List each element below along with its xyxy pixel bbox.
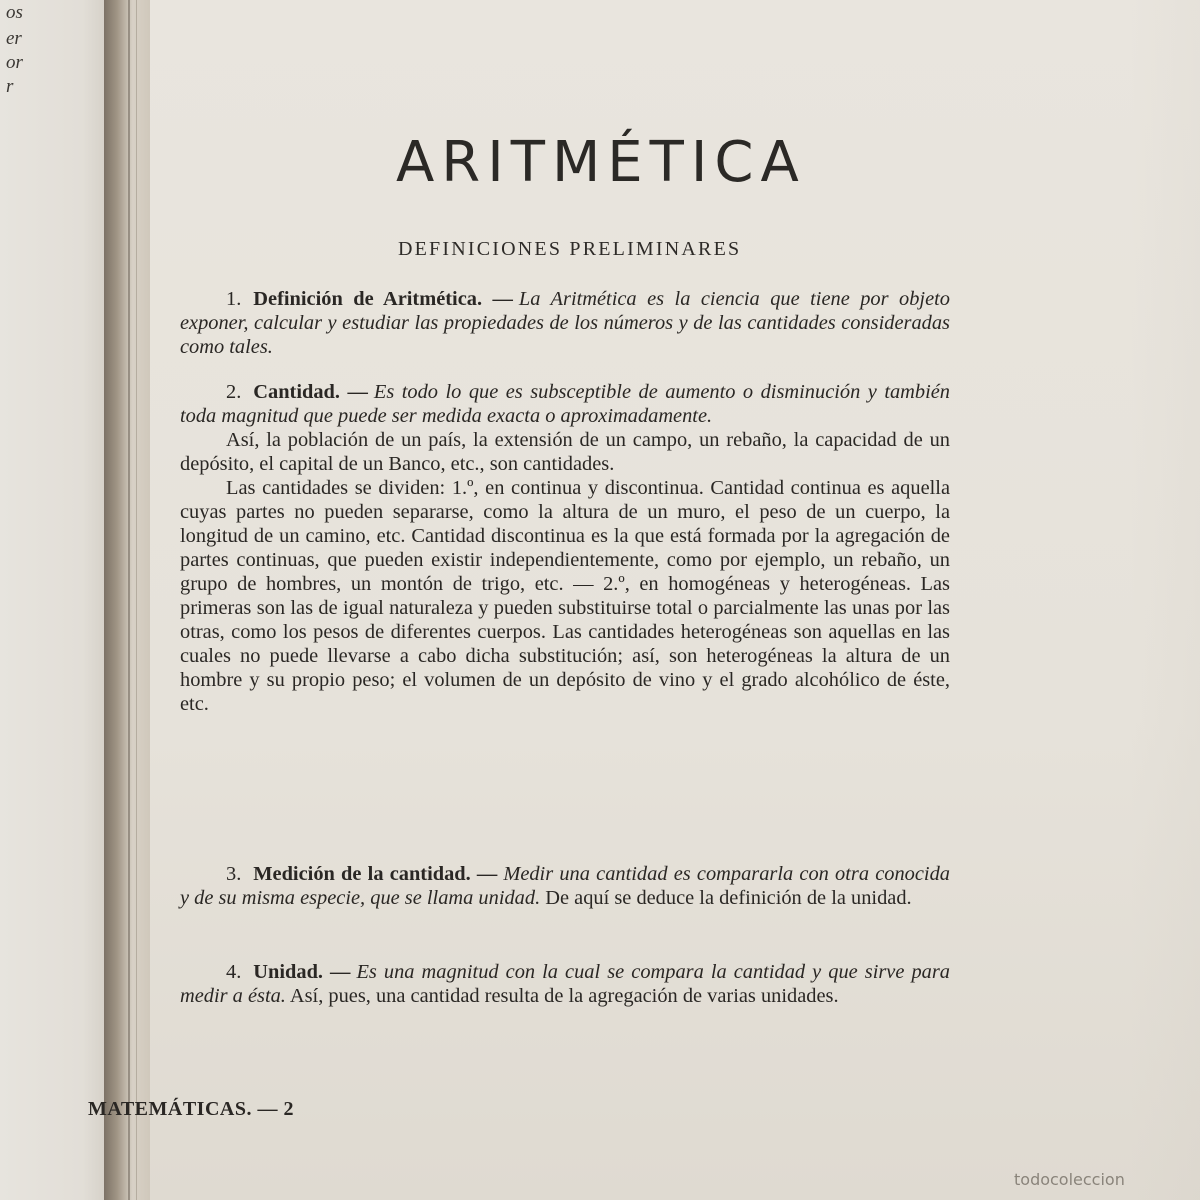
section-3: [180, 862, 950, 910]
section-definition: La Aritmética es la ciencia que tiene por objeto exponer, calcular y estudiar las propiedades de los números y de las cantidades consideradas como tales.: [180, 288, 950, 358]
section-definition: Medir una cantidad es compararla con otra conocida y de su misma especie, que se llama unidad.: [180, 863, 950, 909]
section-subtitle: DEFINICIONES PRELIMINARES: [398, 238, 742, 260]
watermark: todocoleccion: [1014, 1170, 1125, 1189]
section-definition: Es todo lo que es subsceptible de aumento o disminución y también toda magnitud que puede ser medida exacta o aproximadamente.: [180, 381, 951, 427]
section-heading: Medición de la cantidad. —: [253, 863, 498, 885]
section-heading: Unidad. —: [253, 961, 351, 983]
left-page: [0, 0, 118, 1200]
section-heading: Cantidad. —: [253, 381, 368, 403]
section-number: 4.: [226, 961, 242, 983]
page-footer: MATEMÁTICAS. — 2: [88, 1098, 294, 1120]
section-tail: De aquí se deduce la definición de la unidad.: [545, 887, 912, 909]
section-4: [180, 960, 950, 1008]
section-number: 1.: [226, 288, 242, 310]
paragraph: Así, la población de un país, la extensión de un campo, un rebaño, la capacidad de un depósito, el capital de un Banco, etc., son cantidades.: [180, 429, 950, 475]
section-tail: Así, pues, una cantidad resulta de la agregación de varias unidades.: [289, 985, 839, 1007]
left-page-fragment: er: [6, 28, 22, 49]
section-2: [180, 380, 950, 716]
paragraph: Las cantidades se dividen: 1.º, en continua y discontinua. Cantidad continua es aquella cuyas partes no pueden separarse, como la altura de un muro, el peso de un cuerpo, la longitud de un camino, etc. Cantidad discontinua es la que está formada por la agregación de partes continuas, que pueden existir independientemente, como por ejemplo, un rebaño, un grupo de hombres, un montón de trigo, etc. — 2.º, en homogéneas y heterogéneas. Las primeras son las de igual naturaleza y pueden substituirse total o parcialmente las unas por las otras, como los pesos de diferentes cuerpos. Las cantidades heterogéneas son aquellas en las cuales no puede llevarse a cabo dicha substitución; así, son heterogéneas la altura de un hombre y su propio peso; el volumen de un depósito de vino y el grado alcohólico de éste, etc.: [180, 477, 950, 715]
page-edge-shade: [1130, 0, 1200, 1200]
spine-stitching: [128, 0, 137, 1200]
section-definition: Es una magnitud con la cual se compara la cantidad y que sirve para medir a ésta.: [180, 961, 950, 1007]
section-heading: Definición de Aritmética. —: [253, 288, 513, 310]
left-page-fragment: or: [6, 52, 23, 73]
section-1: [180, 287, 950, 359]
left-page-fragment: os: [6, 2, 23, 23]
left-page-fragment: r: [6, 76, 14, 97]
section-number: 3.: [226, 863, 242, 885]
page-title: ARITMÉTICA: [396, 130, 806, 195]
section-number: 2.: [226, 381, 242, 403]
